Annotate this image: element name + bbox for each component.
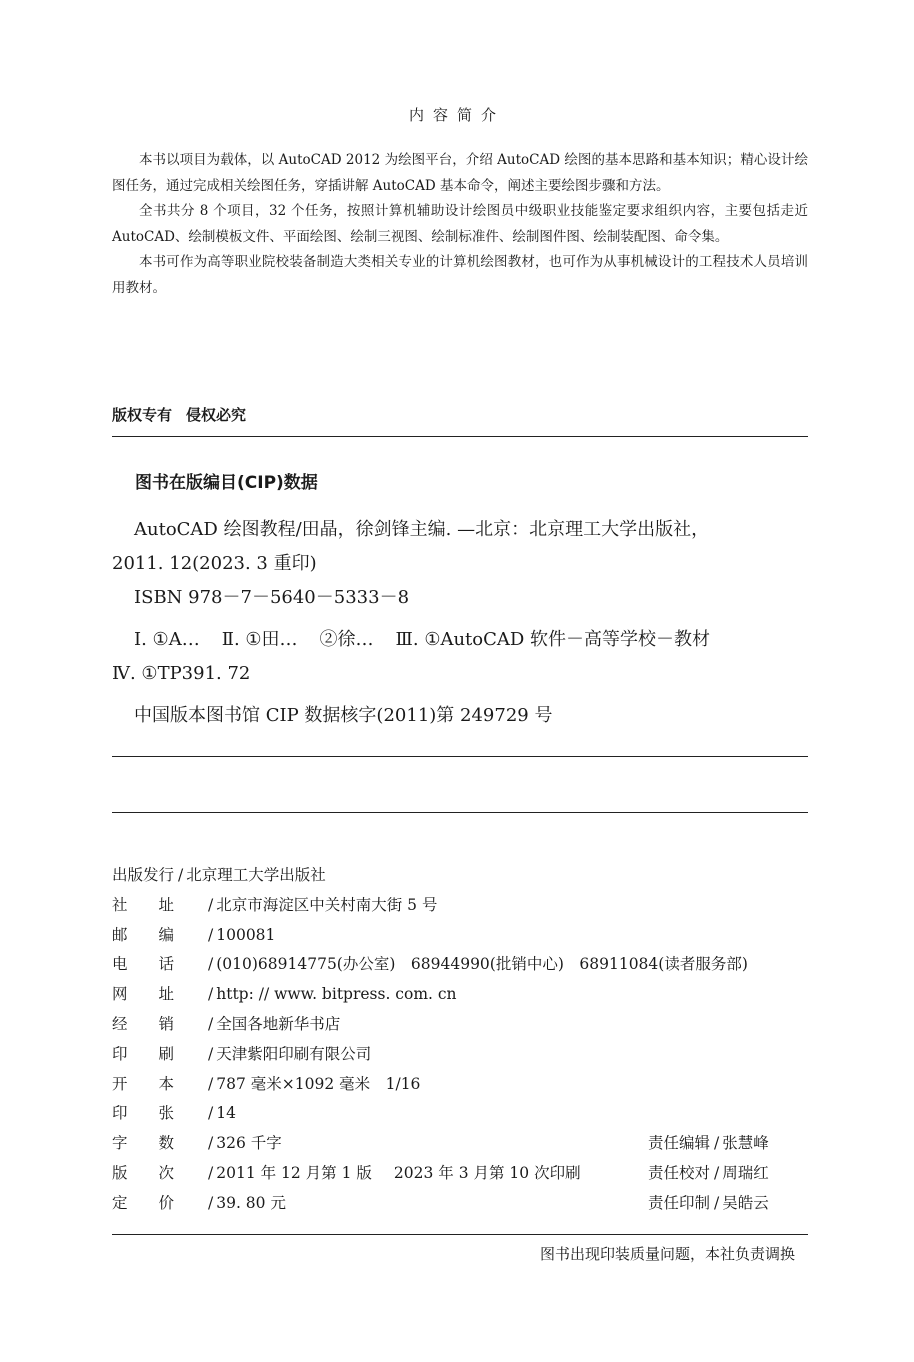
info-value: 2023 年 3 月第 10 次印刷 (393, 1163, 581, 1182)
info-separator: / (208, 1193, 214, 1212)
info-separator: / (208, 895, 214, 914)
cip-title: 图书在版编目(CIP)数据 (135, 473, 318, 493)
info-row (112, 1040, 808, 1070)
info-label: 网 址 (112, 985, 175, 1004)
divider (112, 812, 808, 813)
staff-name: 张慧峰 (722, 1134, 769, 1153)
info-value: http: // www. bitpress. com. cn (216, 985, 457, 1004)
info-row (112, 1099, 808, 1129)
intro-paragraph: 本书可作为高等职业院校装备制造大类相关专业的计算机绘图教材，也可作为从事机械设计的工程技术人员培训用教材。 (112, 254, 808, 296)
info-value: 天津紫阳印刷有限公司 (216, 1044, 372, 1063)
cip-class-part: Ⅲ. ①AutoCAD 软件－高等学校－教材 (395, 629, 711, 650)
publication-info (112, 861, 808, 1219)
cip-class-part: Ⅰ. ①A… (134, 629, 200, 650)
cip-class-part: Ⅱ. ①田… (221, 629, 298, 650)
info-row (112, 1159, 808, 1189)
info-separator: / (208, 1104, 214, 1123)
staff-name: 周瑞红 (722, 1163, 769, 1182)
rights-text: 版权专有 (112, 406, 173, 424)
info-row (112, 980, 808, 1010)
divider (112, 436, 808, 437)
info-value: 326 千字 (216, 1134, 282, 1153)
rights-notice (112, 404, 246, 425)
info-label: 电 话 (112, 955, 175, 974)
info-row (112, 950, 808, 980)
cip-line: 2011. 12(2023. 3 重印) (112, 553, 317, 574)
info-separator: / (208, 925, 214, 944)
cip-block (112, 513, 808, 733)
info-separator: / (208, 1044, 214, 1063)
info-label: 出版发行 (112, 866, 175, 884)
intro-title: 内容简介 (408, 106, 505, 124)
cip-classification (112, 623, 808, 657)
info-separator: / (178, 866, 184, 884)
info-separator: / (714, 1163, 720, 1182)
info-value: 2011 年 12 月第 1 版 (216, 1163, 372, 1182)
info-separator: / (208, 1074, 214, 1093)
rights-text: 侵权必究 (186, 406, 247, 424)
staff-role: 责任编辑 (648, 1134, 711, 1153)
cip-class-part: ②徐… (319, 629, 374, 650)
cip-class-line: Ⅳ. ①TP391. 72 (112, 663, 251, 684)
info-row (112, 1010, 808, 1040)
info-value: 100081 (216, 925, 276, 944)
info-row (112, 861, 808, 891)
staff-role: 责任印制 (648, 1193, 711, 1212)
info-value: 39. 80 元 (216, 1193, 286, 1212)
info-value: 787 毫米×1092 毫米 1/16 (216, 1074, 421, 1093)
divider (112, 756, 808, 757)
info-label: 字 数 (112, 1134, 175, 1153)
info-value: 14 (216, 1104, 236, 1123)
divider (112, 1234, 808, 1235)
info-row (112, 1129, 808, 1159)
info-separator: / (208, 1134, 214, 1153)
quality-notice: 图书出现印装质量问题，本社负责调换 (539, 1245, 795, 1263)
info-row (112, 921, 808, 951)
cip-line: AutoCAD 绘图教程/田晶，徐剑锋主编. —北京：北京理工大学出版社， (134, 519, 710, 540)
info-label: 经 销 (112, 1014, 175, 1033)
info-row (112, 891, 808, 921)
info-label: 邮 编 (112, 925, 175, 944)
info-label: 印 刷 (112, 1044, 175, 1063)
info-label: 版 次 (112, 1163, 175, 1182)
staff-name: 吴皓云 (722, 1193, 769, 1212)
info-separator: / (208, 1163, 214, 1182)
info-value: 全国各地新华书店 (216, 1014, 341, 1033)
staff-credit (648, 1189, 769, 1219)
intro-paragraph: 本书以项目为载体，以 AutoCAD 2012 为绘图平台，介绍 AutoCAD 绘图的基本思路和基本知识；精心设计绘图任务，通过完成相关绘图任务，穿插讲解 AutoCAD 基本命令，阐述主要绘图步骤和方法。 (112, 152, 808, 194)
cip-record: 中国版本图书馆 CIP 数据核字(2011)第 249729 号 (134, 705, 553, 726)
intro-paragraph: 全书共分 8 个项目，32 个任务，按照计算机辅助设计绘图员中级职业技能鉴定要求组织内容，主要包括走近 AutoCAD、绘制模板文件、平面绘图、绘制三视图、绘制标准件、绘制图件图、绘制装配图、命令集。 (112, 203, 808, 245)
info-separator: / (208, 955, 214, 974)
info-value: 北京理工大学出版社 (186, 866, 326, 884)
info-row (112, 1070, 808, 1100)
cip-isbn: ISBN 978－7－5640－5333－8 (134, 587, 410, 608)
info-row (112, 1189, 808, 1219)
info-label: 开 本 (112, 1074, 175, 1093)
staff-credit (648, 1159, 769, 1189)
info-separator: / (208, 1014, 214, 1033)
info-label: 印 张 (112, 1104, 175, 1123)
info-label: 社 址 (112, 895, 175, 914)
intro-body (112, 148, 808, 301)
info-value: (010)68914775(办公室) 68944990(批销中心) 68911084(读者服务部) (216, 955, 748, 974)
staff-role: 责任校对 (648, 1163, 711, 1182)
info-separator: / (714, 1193, 720, 1212)
info-separator: / (208, 985, 214, 1004)
info-separator: / (714, 1134, 720, 1153)
staff-credit (648, 1129, 769, 1159)
info-value: 北京市海淀区中关村南大街 5 号 (216, 895, 438, 914)
info-label: 定 价 (112, 1193, 175, 1212)
